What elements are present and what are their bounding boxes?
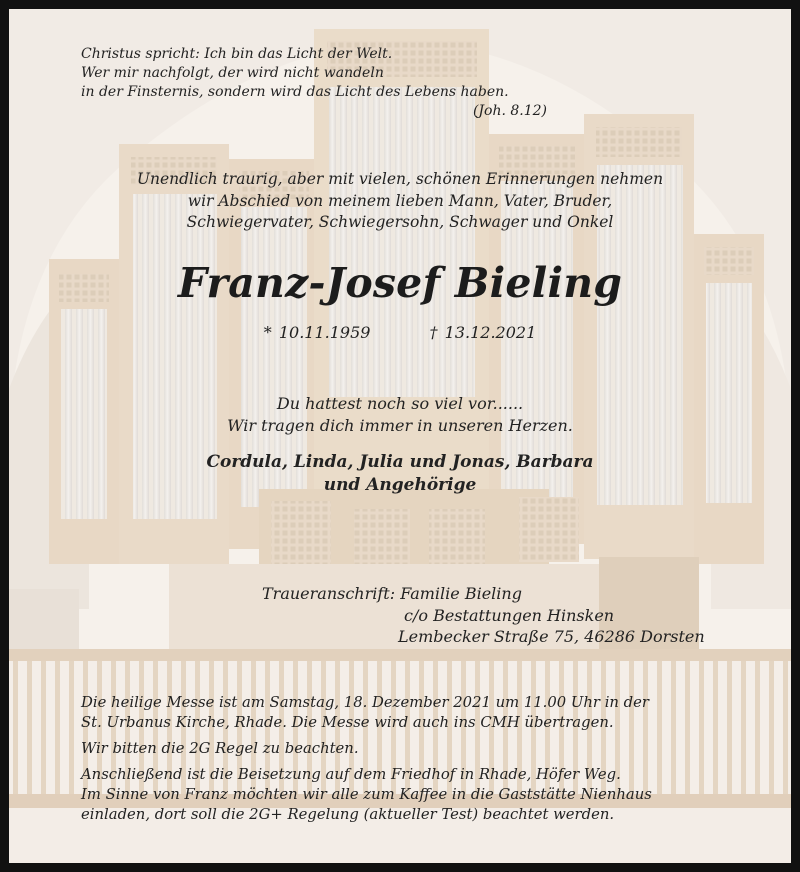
burial-line: Im Sinne von Franz möchten wir alle zum Kaffee in die Gaststätte Nienhaus — [81, 786, 652, 803]
memorial-verse — [9, 393, 791, 436]
mass-line: St. Urbanus Kirche, Rhade. Die Messe wird auch ins CMH übertragen. — [81, 714, 614, 731]
farewell-intro — [69, 169, 731, 234]
address-line: c/o Bestattungen Hinsken — [404, 605, 615, 625]
mourners-line: und Angehörige — [323, 475, 477, 495]
covid-rule: Wir bitten die 2G Regel zu beachten. — [81, 740, 359, 757]
burial-info — [81, 765, 761, 825]
intro-line: Unendlich traurig, aber mit vielen, schönen Erinnerungen nehmen — [136, 170, 664, 188]
intro-line: wir Abschied von meinem lieben Mann, Vater, Bruder, — [187, 191, 613, 210]
verse-line: Wir tragen dich immer in unseren Herzen. — [227, 415, 573, 435]
mass-line: Die heilige Messe ist am Samstag, 18. Dezember 2021 um 11.00 Uhr in der — [81, 694, 649, 711]
quote-line: Wer mir nachfolgt, der wird nicht wandeln — [81, 65, 384, 81]
address-line: Lembecker Straße 75, 46286 Dorsten — [398, 627, 705, 646]
mass-info — [81, 693, 761, 733]
address-line: Traueranschrift: Familie Bieling — [262, 584, 522, 603]
birth-date: * 10.11.1959 — [263, 323, 371, 342]
deceased-name: Franz-Josef Bieling — [177, 259, 623, 307]
intro-line: Schwiegervater, Schwiegersohn, Schwager und Onkel — [186, 213, 614, 231]
mourners-line: Cordula, Linda, Julia und Jonas, Barbara — [206, 452, 594, 472]
death-date: † 13.12.2021 — [429, 323, 537, 342]
bible-quote — [81, 45, 561, 121]
quote-reference: (Joh. 8.12) — [472, 103, 547, 119]
mourning-address — [262, 583, 762, 648]
burial-line: Anschließend ist die Beisetzung auf dem Friedhof in Rhade, Höfer Weg. — [81, 766, 621, 783]
obituary-notice — [9, 9, 791, 863]
mourners-list — [9, 451, 791, 497]
service-information — [81, 693, 761, 831]
burial-line: einladen, dort soll die 2G+ Regelung (aktueller Test) beachtet werden. — [81, 806, 615, 823]
verse-line: Du hattest noch so viel vor...... — [276, 394, 524, 413]
quote-line: in der Finsternis, sondern wird das Licht des Lebens haben. — [81, 84, 509, 100]
life-dates — [9, 323, 791, 342]
quote-line: Christus spricht: Ich bin das Licht der Welt. — [81, 46, 393, 62]
